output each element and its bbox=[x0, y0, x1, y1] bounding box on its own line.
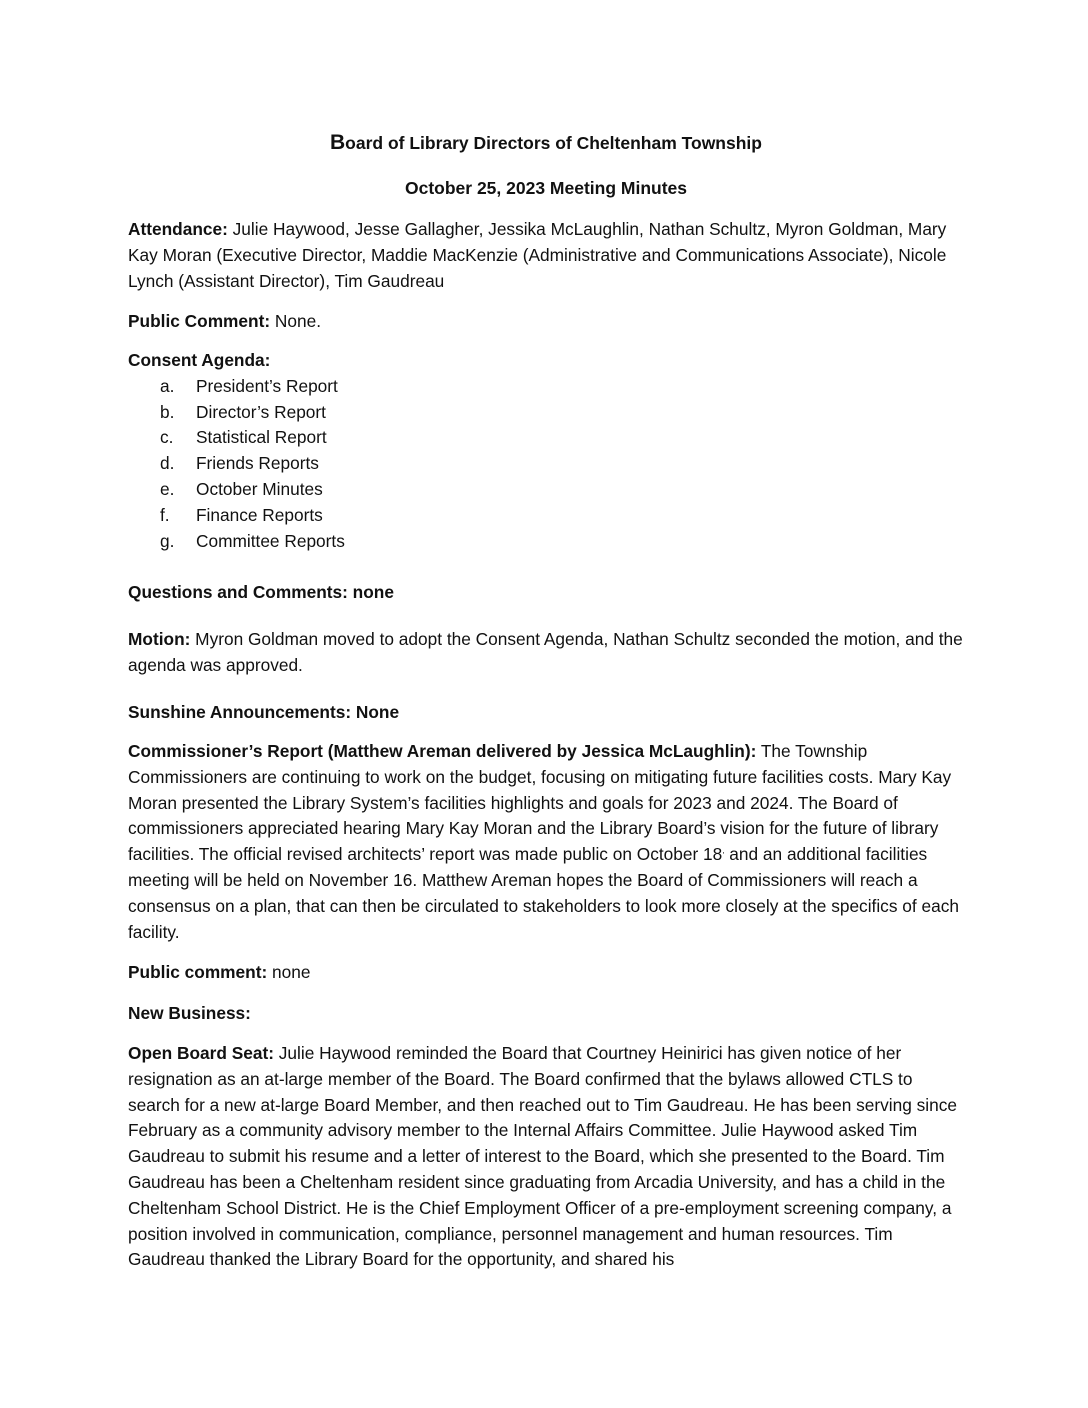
list-marker: c. bbox=[160, 427, 174, 448]
list-marker: a. bbox=[160, 375, 175, 396]
open-board-seat-label: Open Board Seat: bbox=[128, 1043, 274, 1063]
list-item-label: Statistical Report bbox=[196, 427, 327, 448]
new-business-heading bbox=[128, 1001, 964, 1027]
list-item bbox=[128, 400, 964, 426]
sunshine-label: Sunshine Announcements: None bbox=[128, 702, 400, 722]
motion-text: Myron Goldman moved to adopt the Consent Agenda, Nathan Schultz seconded the motion, and the agenda was approved. bbox=[128, 629, 963, 675]
list-item-label: Director’s Report bbox=[196, 401, 326, 422]
list-marker: b. bbox=[160, 401, 175, 422]
consent-agenda-label: Consent Agenda: bbox=[128, 350, 271, 370]
list-item-label: Finance Reports bbox=[196, 504, 323, 525]
public-comment-2-text: none bbox=[267, 962, 311, 982]
sunshine-paragraph bbox=[128, 700, 964, 726]
list-item bbox=[128, 477, 964, 503]
public-comment-text: None. bbox=[270, 311, 322, 331]
list-item-label: President’s Report bbox=[196, 375, 338, 396]
list-marker: d. bbox=[160, 453, 175, 474]
title-initial: B bbox=[330, 131, 346, 154]
list-marker: g. bbox=[160, 530, 175, 551]
list-item bbox=[128, 451, 964, 477]
public-comment-label: Public Comment: bbox=[128, 311, 271, 331]
questions-paragraph bbox=[128, 580, 964, 606]
questions-label: Questions and Comments: none bbox=[128, 582, 394, 602]
list-marker: e. bbox=[160, 478, 175, 499]
list-item bbox=[128, 503, 964, 529]
attendance-label: Attendance: bbox=[128, 219, 228, 239]
list-item bbox=[128, 374, 964, 400]
list-item-label: Committee Reports bbox=[196, 530, 345, 551]
list-item-label: October Minutes bbox=[196, 478, 323, 499]
public-comment-paragraph bbox=[128, 309, 964, 335]
public-comment-2-paragraph bbox=[128, 960, 964, 986]
list-marker: f. bbox=[160, 504, 170, 525]
attendance-text: Julie Haywood, Jesse Gallagher, Jessika McLaughlin, Nathan Schultz, Myron Goldman, Mary Kay Moran (Executive Director, Maddie MacKenzie (Administrative and Communications Associate), Nicole Lynch (Assistant Director), Tim Gaudreau bbox=[128, 219, 947, 291]
public-comment-2-label: Public comment: bbox=[128, 962, 268, 982]
list-item bbox=[128, 529, 964, 555]
attendance-paragraph bbox=[128, 217, 964, 294]
list-item bbox=[128, 425, 964, 451]
commissioner-superscript: , bbox=[722, 846, 725, 856]
title-rest: oard of Library Directors of Cheltenham Township bbox=[345, 133, 762, 153]
document-subtitle: October 25, 2023 Meeting Minutes bbox=[404, 178, 688, 198]
commissioner-text: The Township Commissioners are continuing to work on the budget, focusing on mitigating future facilities costs. Mary Kay Moran presented the Library System’s facilities highlights and goals for 2023 and 2024. The Board of commissioners appreciated hearing Mary Kay Moran and the Library Board’s vision for the future of library facilities. The official revised architects’ report was made public on October 18 bbox=[128, 741, 952, 865]
open-board-seat-paragraph bbox=[128, 1041, 964, 1273]
motion-paragraph bbox=[128, 627, 964, 679]
motion-label: Motion: bbox=[128, 629, 191, 649]
commissioner-label: Commissioner’s Report (Matthew Areman delivered by Jessica McLaughlin): bbox=[128, 741, 757, 761]
document-title bbox=[128, 130, 964, 157]
commissioner-text-cont: and an additional facilities meeting will be held on November 16. Matthew Areman hopes the Board of Commissioners will reach a consensus on a plan, that can then be circulated to stakeholders to look more closely at the specifics of each facility. bbox=[128, 844, 959, 942]
consent-agenda-list bbox=[128, 374, 964, 555]
list-item-label: Friends Reports bbox=[196, 453, 319, 474]
commissioner-paragraph bbox=[128, 739, 964, 945]
new-business-label: New Business: bbox=[128, 1003, 251, 1023]
consent-agenda-section bbox=[128, 348, 964, 554]
open-board-seat-text: Julie Haywood reminded the Board that Courtney Heinirici has given notice of her resignation as an at-large member of the Board. The Board confirmed that the bylaws allowed CTLS to search for a new at-large Board Member, and then reached out to Tim Gaudreau. He has been serving since February as a community advisory member to the Internal Affairs Committee. Julie Haywood asked Tim Gaudreau to submit his resume and a letter of interest to the Board, which she presented to the Board. Tim Gaudreau has been a Cheltenham resident since graduating from Arcadia University, and has a child in the Cheltenham School District. He is the Chief Employment Officer of a pre-employment screening company, a position involved in communication, compliance, personnel management and human resources. Tim Gaudreau thanked the Library Board for the opportunity, and shared his bbox=[128, 1043, 958, 1270]
